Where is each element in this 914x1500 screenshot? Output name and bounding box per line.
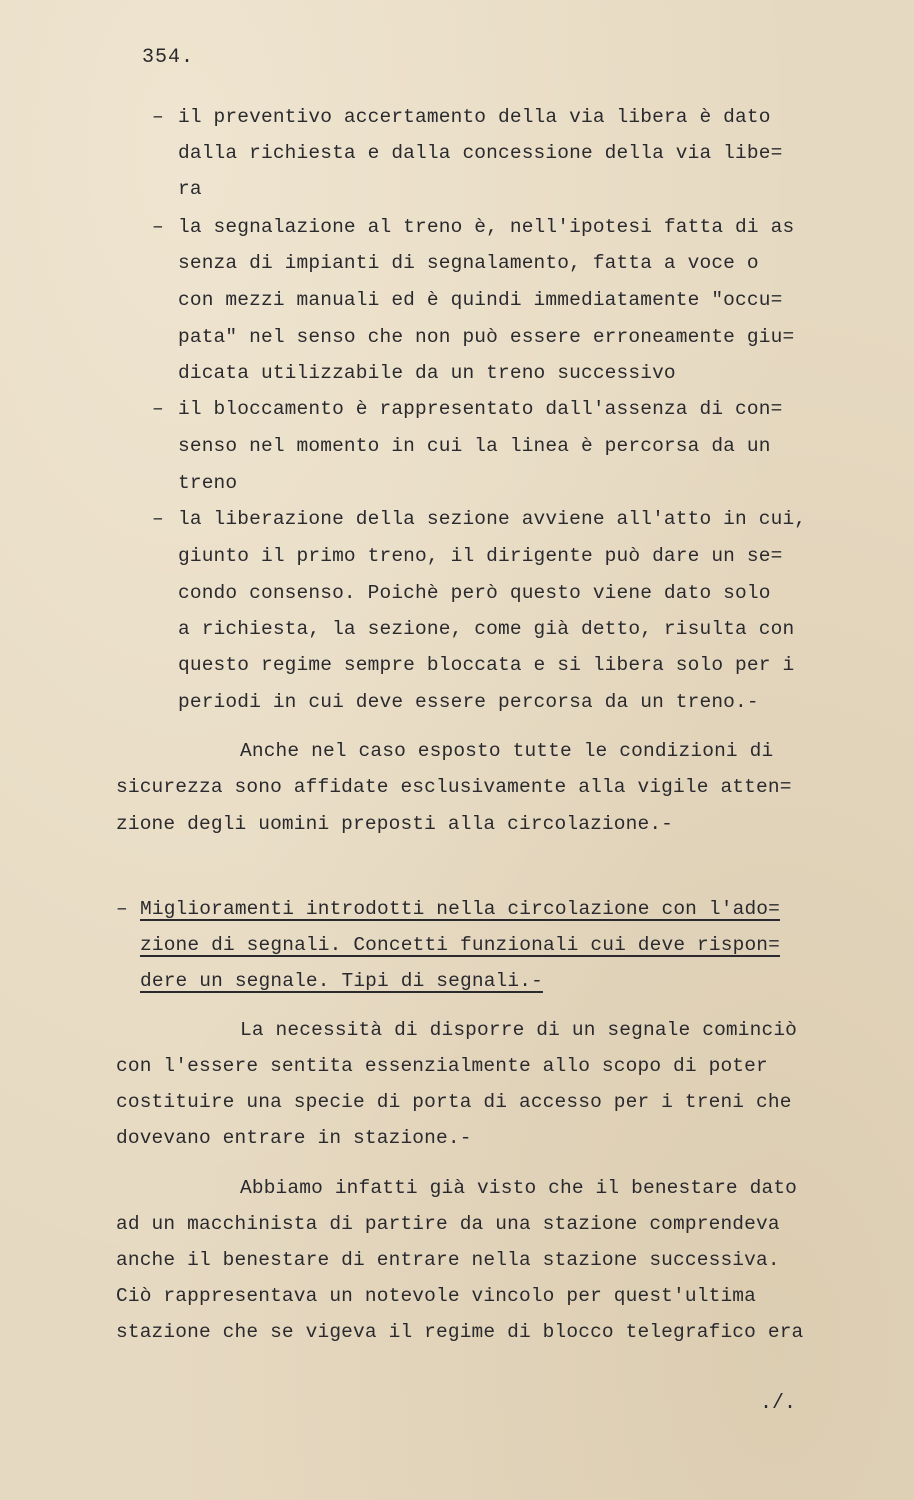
paragraph-2-line-3: costituire una specie di porta di accesso per i treni che xyxy=(116,1091,792,1113)
bullet-3-line-3: treno xyxy=(178,472,238,494)
paragraph-3-line-2: ad un macchinista di partire da una stazione comprendeva xyxy=(116,1213,780,1235)
bullet-2-line-3: con mezzi manuali ed è quindi immediatamente "occu= xyxy=(178,289,783,311)
paragraph-1-line-2: sicurezza sono affidate esclusivamente alla vigile atten= xyxy=(116,776,792,798)
bullet-dash: – xyxy=(152,106,164,128)
bullet-2-line-1: la segnalazione al treno è, nell'ipotesi fatta di as xyxy=(178,216,795,238)
bullet-4-line-5: questo regime sempre bloccata e si libera solo per i xyxy=(178,654,795,676)
section-heading-line-3: dere un segnale. Tipi di segnali.- xyxy=(140,970,543,992)
bullet-4-line-4: a richiesta, la sezione, come già detto, risulta con xyxy=(178,618,795,640)
paragraph-2-line-2: con l'essere sentita essenzialmente allo scopo di poter xyxy=(116,1055,768,1077)
bullet-dash: – xyxy=(152,398,164,420)
bullet-dash: – xyxy=(152,216,164,238)
bullet-2-line-5: dicata utilizzabile da un treno successivo xyxy=(178,362,676,384)
bullet-4-line-2: giunto il primo treno, il dirigente può dare un se= xyxy=(178,545,783,567)
section-heading-line-1: Miglioramenti introdotti nella circolazione con l'ado= xyxy=(140,898,781,920)
bullet-dash: – xyxy=(152,508,164,530)
bullet-2-line-4: pata" nel senso che non può essere erroneamente giu= xyxy=(178,326,795,348)
bullet-1-line-3: ra xyxy=(178,178,202,200)
bullet-4-line-3: condo consenso. Poichè però questo viene dato solo xyxy=(178,582,771,604)
paragraph-2-line-1: La necessità di disporre di un segnale cominciò xyxy=(240,1019,798,1041)
paragraph-3-line-3: anche il benestare di entrare nella stazione successiva. xyxy=(116,1249,780,1271)
bullet-3-line-1: il bloccamento è rappresentato dall'assenza di con= xyxy=(178,398,783,420)
section-heading-line-2: zione di segnali. Concetti funzionali cui deve rispon= xyxy=(140,934,781,956)
bullet-2-line-2: senza di impianti di segnalamento, fatta a voce o xyxy=(178,252,759,274)
page-number: 354. xyxy=(142,46,195,69)
bullet-4-line-1: la liberazione della sezione avviene all'atto in cui, xyxy=(178,508,807,530)
bullet-1-line-2: dalla richiesta e dalla concessione della via libe= xyxy=(178,142,783,164)
heading-dash: – xyxy=(116,898,128,920)
paragraph-3-line-4: Ciò rappresentava un notevole vincolo per quest'ultima xyxy=(116,1285,757,1307)
bullet-4-line-6: periodi in cui deve essere percorsa da un treno.- xyxy=(178,691,759,713)
paragraph-1-line-1: Anche nel caso esposto tutte le condizioni di xyxy=(240,740,774,762)
paragraph-3-line-1: Abbiamo infatti già visto che il benestare dato xyxy=(240,1177,798,1199)
bullet-1-line-1: il preventivo accertamento della via libera è dato xyxy=(178,106,771,128)
paragraph-1-line-3: zione degli uomini preposti alla circolazione.- xyxy=(116,813,674,835)
paragraph-2-line-4: dovevano entrare in stazione.- xyxy=(116,1127,472,1149)
paragraph-3-line-5: stazione che se vigeva il regime di blocco telegrafico era xyxy=(116,1321,804,1343)
continuation-mark: ./. xyxy=(760,1392,797,1415)
bullet-3-line-2: senso nel momento in cui la linea è percorsa da un xyxy=(178,435,771,457)
